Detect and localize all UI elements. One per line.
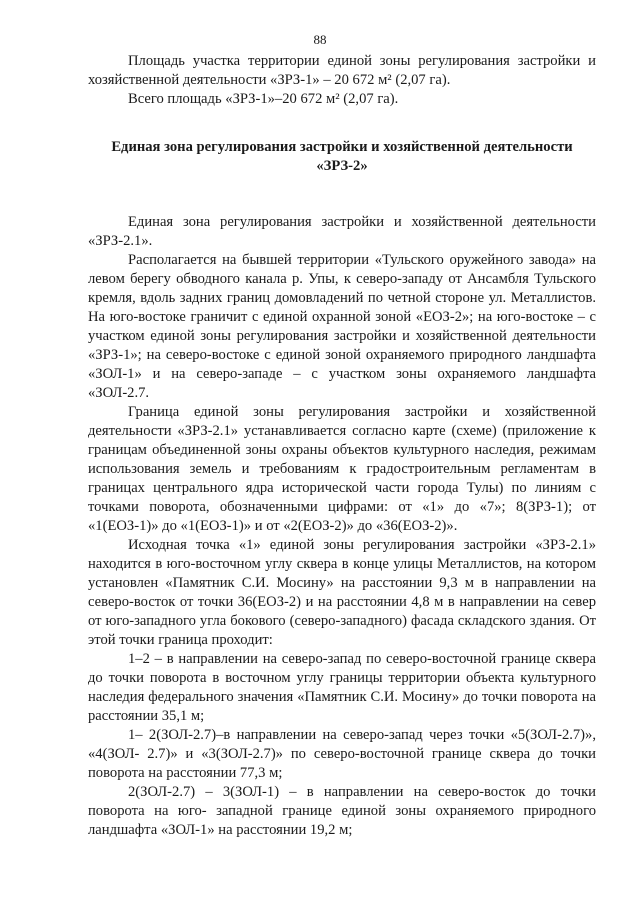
- paragraph-zone-name: Единая зона регулирования застройки и хозяйственной деятельности «ЗРЗ-2.1».: [88, 214, 596, 249]
- paragraph-total-area-zrz1: Всего площадь «ЗРЗ-1»–20 672 м² (2,07 га).: [128, 91, 399, 107]
- paragraph-boundary: Граница единой зоны регулирования застройки и хозяйственной деятельности «ЗРЗ-2.1» устанавливается согласно карте (схеме) (приложение к границам объединенной зоны охраны объектов культурного наследия, режимам использования земель и требованиям к градостроительным регламентам в границах центрального ядра исторической части города Тулы) по линиям с точками поворота, обозначенными цифрами: от «1» до «7»; 8(ЗРЗ-1); от «1(ЕОЗ-1)» до «1(ЕОЗ-1)» и от «2(ЕОЗ-2)» до «36(ЕОЗ-2)».: [88, 404, 596, 534]
- paragraph-segment-1-2: 1–2 – в направлении на северо-запад по северо-восточной границе сквера до точки поворота в восточном углу границы территории объекта культурного наследия федерального значения «Памятник С.И. Мосину» до точки поворота на расстоянии 35,1 м;: [88, 651, 596, 724]
- document-body: [88, 52, 596, 840]
- paragraph-segment-1-2zol: 1– 2(ЗОЛ-2.7)–в направлении на северо-запад через точки «5(ЗОЛ-2.7)», «4(ЗОЛ- 2.7)» и «3(ЗОЛ-2.7)» по северо-восточной границе сквера до точки поворота на расстоянии 77,3 м;: [88, 727, 596, 781]
- paragraph-location: Располагается на бывшей территории «Тульского оружейного завода» на левом берегу обводного канала р. Упы, к северо-западу от Ансамбля Тульского кремля, вдоль задних границ домовладений по четной стороне ул. Металлистов. На юго-востоке граничит с единой охранной зоной «ЕОЗ-2»; на юго-востоке – с участком единой зоны регулирования застройки и хозяйственной деятельности «ЗРЗ-1»; на северо-востоке с единой зоной охраняемого природного ландшафта «ЗОЛ-1» и на северо-западе – с участком зоны охраняемого ландшафта «ЗОЛ-2.7.: [88, 252, 596, 401]
- paragraph-area-zrz1: Площадь участка территории единой зоны регулирования застройки и хозяйственной деятельности «ЗРЗ-1» – 20 672 м² (2,07 га).: [88, 53, 596, 88]
- section-title: Единая зона регулирования застройки и хозяйственной деятельности «ЗРЗ-2»: [111, 139, 573, 174]
- paragraph-segment-2zol-3zol: 2(ЗОЛ-2.7) – 3(ЗОЛ-1) – в направлении на северо-восток до точки поворота на юго- западной границе единой зоны охраняемого природного ландшафта «ЗОЛ-1» на расстоянии 19,2 м;: [88, 784, 596, 838]
- paragraph-start-point: Исходная точка «1» единой зоны регулирования застройки «ЗРЗ-2.1» находится в юго-восточном углу сквера в конце улицы Металлистов, на котором установлен «Памятник С.И. Мосину» на расстоянии 9,3 м в направлении на северо-восток от точки 36(ЕОЗ-2) и на расстоянии 4,8 м в направлении на север от юго-западного угла бокового (северо-западного) фасада складского здания. От этой точки граница проходит:: [88, 537, 596, 648]
- page-number: 88: [313, 32, 327, 47]
